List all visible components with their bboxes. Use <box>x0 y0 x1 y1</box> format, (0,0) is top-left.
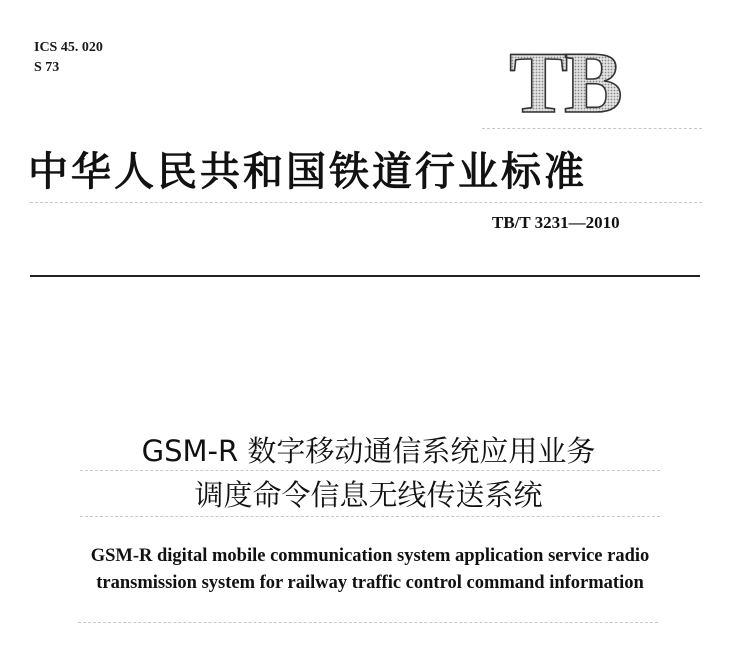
tb-logo-text: TB <box>509 44 619 118</box>
standard-number: TB/T 3231—2010 <box>492 213 620 232</box>
title-dash-1 <box>80 470 660 471</box>
classification-codes <box>34 38 103 78</box>
english-title-line-2: transmission system for railway traffic control command information <box>96 573 644 593</box>
english-title-line-1: GSM-R digital mobile communication system application service radio <box>90 546 650 566</box>
chinese-title-line-1: GSM-R 数字移动通信系统应用业务 <box>141 434 596 468</box>
bottom-dash <box>78 622 658 623</box>
issuing-agency: 中华人民共和国铁道行业标准 <box>28 148 587 195</box>
logo-underline <box>482 128 702 129</box>
ics-code: ICS 45. 020 <box>34 40 103 55</box>
ccs-code: S 73 <box>34 60 60 75</box>
title-dash-2 <box>80 516 660 517</box>
tb-logo <box>484 44 644 118</box>
chinese-title-line-2: 调度命令信息无线传送系统 <box>194 478 543 512</box>
agency-underline <box>30 202 702 203</box>
header-rule <box>30 275 700 277</box>
